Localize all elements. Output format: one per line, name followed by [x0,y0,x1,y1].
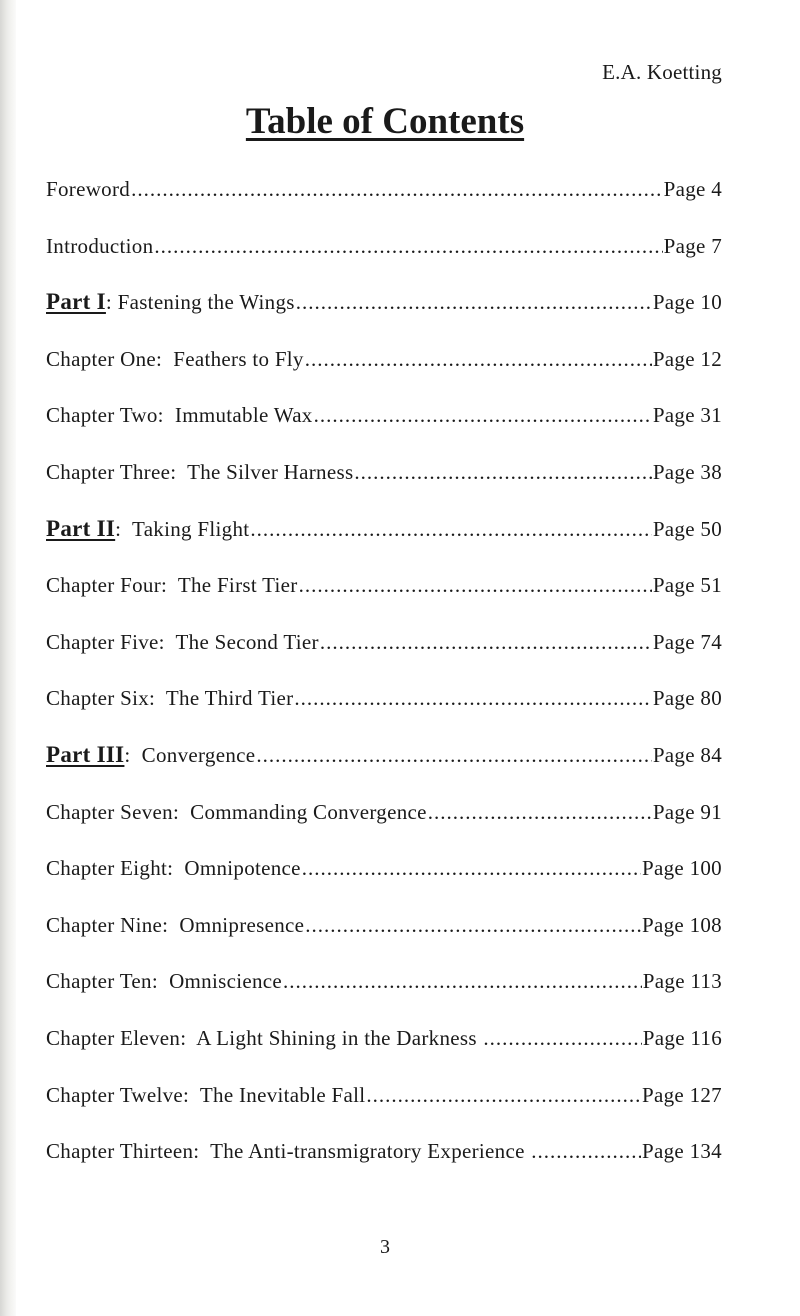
dot-leader [305,341,652,377]
dot-leader [299,567,652,603]
toc-entry-text: Chapter Twelve: The Inevitable Fall [46,1082,366,1107]
toc-entry-label [46,737,255,773]
toc-entry-label [46,1077,365,1113]
running-header-author: E.A. Koetting [602,60,722,84]
toc-page-reference: Page 116 [642,1025,722,1050]
dot-leader [154,228,662,264]
toc-entry [46,794,722,851]
toc-entry-label [46,171,130,207]
toc-entry-text: : Taking Flight [115,516,250,541]
toc-entry [46,624,722,681]
dot-leader [302,850,641,886]
toc-entry-text: Chapter Four: The First Tier [46,573,298,598]
toc-entry [46,228,722,285]
dot-leader [294,680,651,716]
dot-leader [428,794,652,830]
toc-entry [46,680,722,737]
toc-entry-label [46,850,301,886]
toc-entry-text: Chapter Nine: Omnipresence [46,912,305,937]
toc-entry-text: : Convergence [124,742,256,767]
toc-entry-text: Chapter Ten: Omniscience [46,969,282,994]
toc-entry-text: Chapter Five: The Second Tier [46,629,319,654]
toc-entry-label [46,341,304,377]
toc-entry [46,397,722,454]
toc-entry-text: : Fastening the Wings [105,290,295,315]
toc-entry-label [46,794,427,830]
toc-page-reference: Page 113 [642,969,722,994]
toc-entry [46,1020,722,1077]
dot-leader [483,1020,641,1056]
dot-leader [354,454,651,490]
toc-entry [46,850,722,907]
toc-entry [46,1077,722,1134]
page-title: Table of Contents [245,101,525,142]
toc-page-reference: Page 84 [652,742,722,767]
toc-page-reference: Page 31 [652,403,722,428]
table-of-contents [46,171,722,1190]
toc-entry-text: Chapter Eleven: A Light Shining in the Darkness [46,1025,483,1050]
toc-entry [46,454,722,511]
dot-leader [250,511,651,547]
toc-entry [46,1133,722,1190]
page-edge [0,0,16,1316]
toc-entry-text: Foreword [46,177,131,201]
part-heading: Part III [46,741,125,767]
toc-page-reference: Page 91 [652,799,722,824]
toc-entry-label [46,397,313,433]
toc-entry [46,907,722,964]
toc-page-reference: Page 74 [652,629,722,654]
toc-entry-label [46,963,282,999]
dot-leader [283,963,642,999]
toc-entry-text: Chapter Two: Immutable Wax [46,403,313,428]
toc-page-reference: Page 38 [652,459,722,484]
toc-entry [46,171,722,228]
toc-entry-label [46,228,153,264]
toc-entry-label [46,511,249,547]
toc-entry-text: Chapter Six: The Third Tier [46,686,294,711]
dot-leader [320,624,652,660]
toc-page-reference: Page 100 [642,856,722,881]
toc-page-reference: Page 51 [652,573,722,598]
toc-entry-text: Chapter One: Feathers to Fly [46,346,304,371]
toc-entry [46,341,722,398]
toc-entry-text: Chapter Three: The Silver Harness [46,459,354,484]
toc-entry-label [46,1020,482,1056]
toc-page-reference: Page 7 [663,233,722,258]
dot-leader [131,171,663,207]
part-heading: Part II [46,515,116,541]
toc-entry [46,963,722,1020]
dot-leader [366,1077,641,1113]
toc-entry-label [46,680,293,716]
toc-entry-text: Chapter Eight: Omnipotence [46,856,301,881]
toc-page-reference: Page 127 [642,1082,722,1107]
toc-page-reference: Page 12 [652,346,722,371]
toc-page-reference: Page 4 [663,177,722,201]
toc-page-reference: Page 10 [652,290,722,315]
toc-entry-label [46,454,353,490]
toc-entry-label [46,624,319,660]
toc-entry-label [46,907,304,943]
toc-page-reference: Page 108 [642,912,722,937]
toc-entry-text: Chapter Thirteen: The Anti-transmigratory Experience [46,1139,531,1164]
toc-entry-label [46,1133,530,1169]
toc-page-reference: Page 50 [652,516,722,541]
part-heading: Part I [46,289,106,315]
toc-entry-label [46,567,298,603]
dot-leader [314,397,652,433]
toc-entry-label [46,284,295,320]
dot-leader [531,1133,641,1169]
toc-entry [46,737,722,794]
toc-entry-text: Chapter Seven: Commanding Convergence [46,799,427,824]
toc-page-reference: Page 80 [652,686,722,711]
toc-page-reference: Page 134 [642,1139,722,1164]
dot-leader [256,737,651,773]
toc-entry [46,284,722,341]
page-number: 3 [380,1236,390,1258]
toc-entry [46,567,722,624]
toc-entry-text: Introduction [46,233,154,258]
dot-leader [305,907,641,943]
toc-entry [46,511,722,568]
dot-leader [296,284,652,320]
